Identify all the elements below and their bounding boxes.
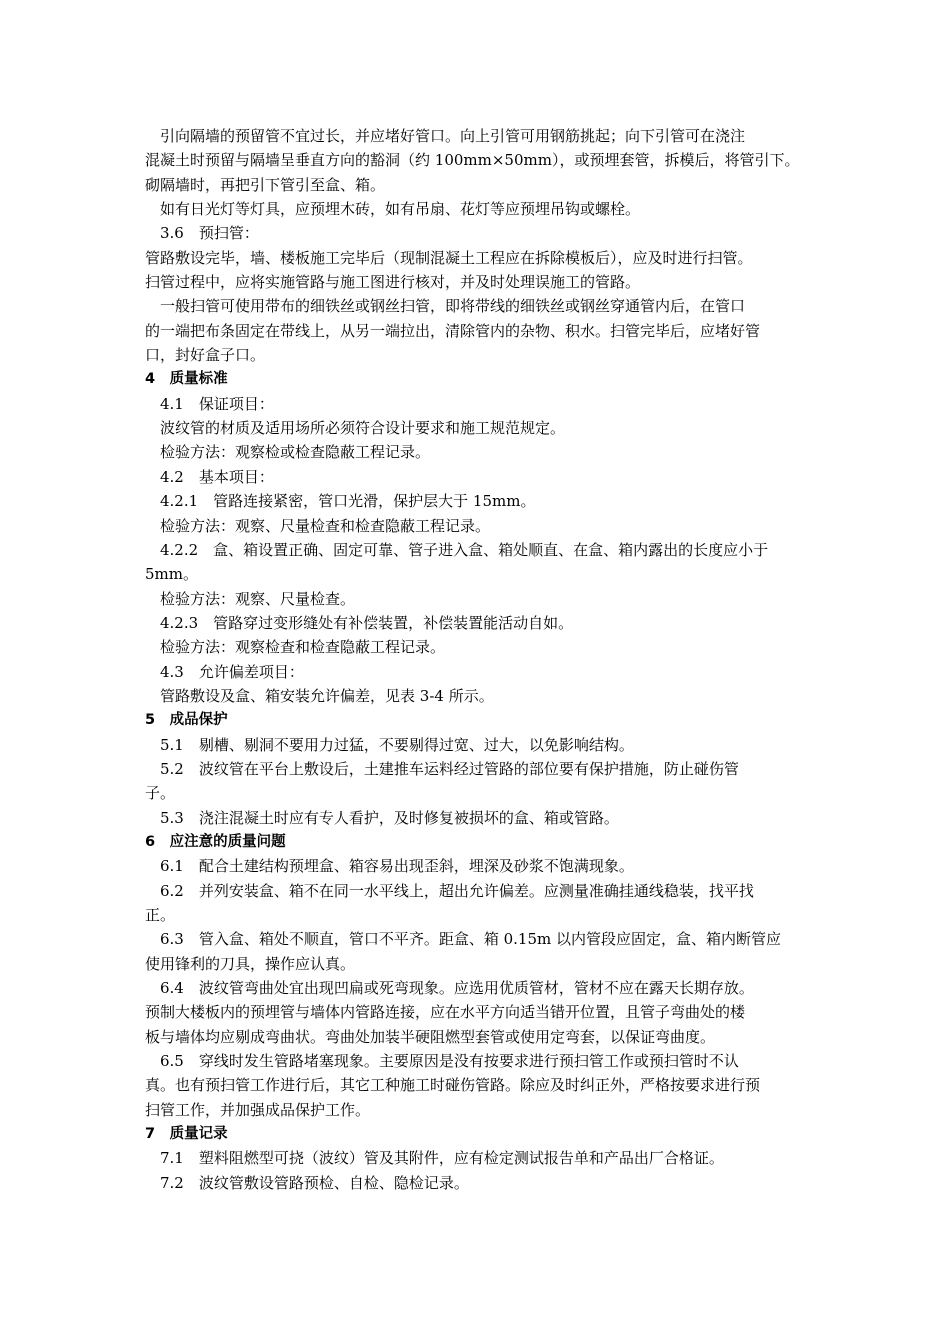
text-line: 6.4 波纹管弯曲处宜出现凹扁或死弯现象。应选用优质管材，管材不应在露天长期存放。 [160, 979, 754, 998]
text-line: 5.1 剔槽、剔洞不要用力过猛，不要剔得过宽、过大，以免影响结构。 [160, 735, 634, 754]
section-heading: 4 质量标准 [145, 371, 228, 388]
text-line: 管路敷设及盒、箱安装允许偏差，见表 3-4 所示。 [160, 686, 494, 705]
text-line: 管路敷设完毕，墙、楼板施工完毕后（现制混凝土工程应在拆除模板后），应及时进行扫管。 [145, 248, 753, 267]
text-line: 口，封好盒子口。 [145, 346, 266, 365]
text-line: 7.2 波纹管敷设管路预检、自检、隐检记录。 [160, 1173, 469, 1192]
text-line: 6.5 穿线时发生管路堵塞现象。主要原因是没有按要求进行预扫管工作或预扫管时不认 [160, 1052, 739, 1071]
text-line: 如有日光灯等灯具，应预埋木砖，如有吊扇、花灯等应预埋吊钩或螺栓。 [160, 200, 641, 219]
text-line: 正。 [145, 906, 176, 924]
text-line: 检验方法：观察检查和检查隐蔽工程记录。 [160, 638, 446, 657]
text-line: 6.2 并列安装盒、箱不在同一水平线上，超出允许偏差。应测量准确挂通线稳装，找平找 [160, 881, 754, 900]
text-line: 检验方法：观察、尺量检查和检查隐蔽工程记录。 [160, 516, 491, 535]
section-heading: 5 成品保护 [145, 712, 228, 729]
text-line: 7.1 塑料阻燃型可挠（波纹）管及其附件，应有检定测试报告单和产品出厂合格证。 [160, 1149, 724, 1168]
text-line: 5mm。 [145, 565, 198, 584]
text-line: 4.2.1 管路连接紧密，管口光滑，保护层大于 15mm。 [160, 492, 536, 511]
text-line: 4.2.3 管路穿过变形缝处有补偿装置，补偿装置能活动自如。 [160, 613, 574, 632]
text-line: 6.3 管入盒、箱处不顺直，管口不平齐。距盒、箱 0.15m 以内管段应固定，盒、箱内断管应 [160, 930, 782, 949]
text-line: 5.2 波纹管在平台上敷设后，土建推车运料经过管路的部位要有保护措施，防止碰伤管 [160, 759, 739, 778]
section-heading: 7 质量记录 [145, 1126, 228, 1143]
text-line: 的一端把布条固定在带线上，从另一端拉出，清除管内的杂物、积水。扫管完毕后，应堵好管 [145, 321, 761, 340]
section-heading: 6 应注意的质量问题 [145, 833, 286, 850]
text-line: 波纹管的材质及适用场所必须符合设计要求和施工规范规定。 [160, 419, 566, 438]
text-line: 检验方法：观察、尺量检查。 [160, 589, 356, 608]
text-line: 扫管过程中，应将实施管路与施工图进行核对，并及时处理误施工的管路。 [145, 273, 641, 292]
text-line: 扫管工作，并加强成品保护工作。 [145, 1100, 371, 1119]
text-line: 板与墙体均应剔成弯曲状。弯曲处加装半硬阻燃型套管或使用定弯套，以保证弯曲度。 [145, 1027, 716, 1046]
text-line: 子。 [145, 784, 176, 803]
text-line: 真。也有预扫管工作进行后，其它工种施工时碰伤管路。除应及时纠正外，严格按要求进行预 [145, 1076, 761, 1095]
text-line: 引向隔墙的预留管不宜过长，并应堵好管口。向上引管可用钢筋挑起；向下引管可在浇注 [160, 127, 746, 145]
text-line: 4.3 允许偏差项目： [160, 662, 304, 681]
text-line: 4.1 保证项目： [160, 394, 274, 413]
text-line: 3.6 预扫管： [160, 224, 259, 243]
text-line: 4.2 基本项目： [160, 467, 274, 486]
text-line: 一般扫管可使用带布的细铁丝或钢丝扫管，即将带线的细铁丝或钢丝穿通管内后，在管口 [160, 297, 746, 316]
text-line: 5.3 浇注混凝土时应有专人看护，及时修复被损坏的盒、箱或管路。 [160, 808, 619, 827]
text-line: 混凝土时预留与隔墙呈垂直方向的豁洞（约 100mm×50mm），或预埋套管，拆模后，将管引下。 [145, 151, 800, 170]
text-line: 4.2.2 盒、箱设置正确、固定可靠、管子进入盒、箱处顺直、在盒、箱内露出的长度应小于 [160, 540, 769, 559]
text-line: 预制大楼板内的预埋管与墙体内管路连接，应在水平方向适当错开位置，且管子弯曲处的楼 [145, 1003, 746, 1022]
document-body [145, 124, 810, 1195]
text-line: 砌隔墙时，再把引下管引至盒、箱。 [145, 175, 386, 194]
text-line: 检验方法：观察检或检查隐蔽工程记录。 [160, 443, 431, 462]
text-line: 使用锋利的刀具，操作应认真。 [145, 954, 356, 973]
text-line: 6.1 配合土建结构预埋盒、箱容易出现歪斜，埋深及砂浆不饱满现象。 [160, 857, 634, 876]
